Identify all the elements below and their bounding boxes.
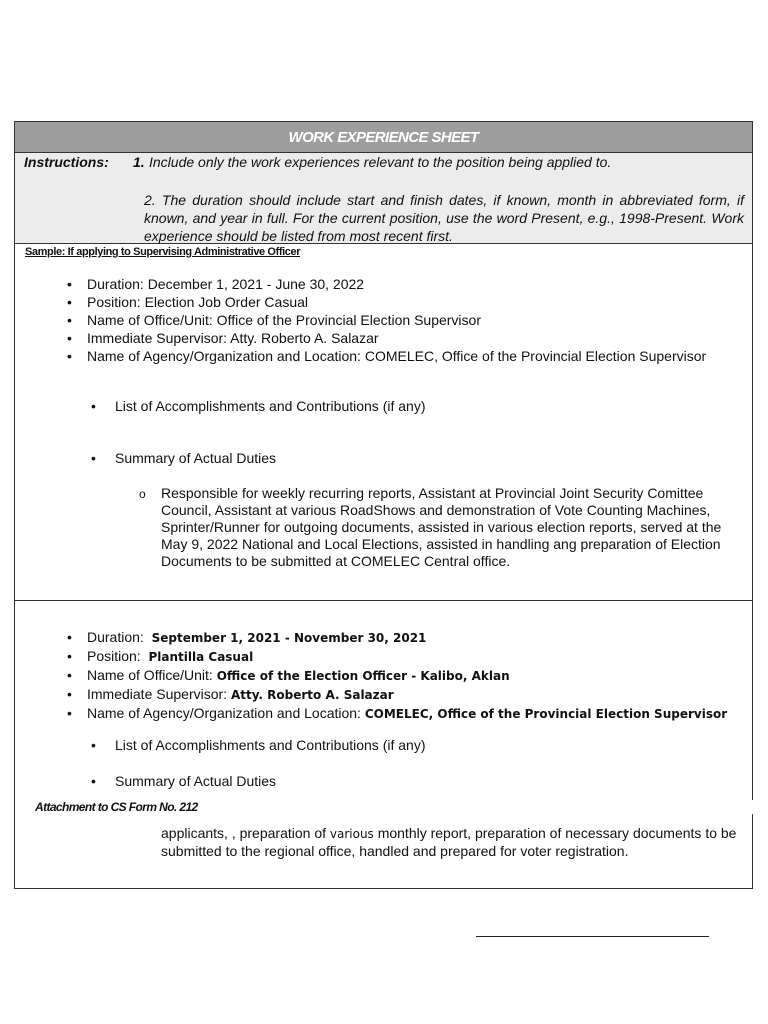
entry-1-agency: • Name of Agency/Organization and Location: COMELEC, Office of the Provincial Election Supervisor [67, 347, 747, 365]
instruction-2-text: 2. The duration should include start and finish dates, if known, month in abbreviated form, if known, and year in full. For the current position, use the word Present, e.g., 1998-Present. Work experience should be listed from most recent first. [144, 192, 744, 244]
sample-label: Sample: If applying to Supervising Administrative Officer [25, 246, 301, 258]
entry-2-office-value: Office of the Election Officer - Kalibo, Aklan [216, 669, 510, 683]
entry-2-accomplishments-label: List of Accomplishments and Contributions (if any) [115, 737, 426, 753]
bullet-icon: • [91, 773, 96, 789]
sheet-title: WORK EXPERIENCE SHEET [15, 122, 752, 153]
entry-2-supervisor-value: Atty. Roberto A. Salazar [230, 688, 394, 702]
instruction-1-number: 1. [133, 154, 145, 170]
entry-2-position: • Position: Plantilla Casual [67, 647, 747, 666]
signature-line [476, 936, 709, 937]
entry-divider [15, 600, 752, 601]
entry-2-duties-text-b: various [329, 827, 374, 841]
entry-1-duties-text: Responsible for weekly recurring reports, Assistant at Provincial Joint Security Comittee Council, Assistant at various RoadShows and demonstration of Vote Counting Machines, Sprinter/Runner for outgoing documents, assisted in various election reports, served at the May 9, 2022 National and Local Elections, assisted in handling ang preparation of Election Documents to be submitted at COMELEC Central office. [161, 485, 722, 569]
bullet-icon: • [91, 450, 96, 466]
circle-bullet-icon: o [139, 487, 146, 501]
entry-2-agency: • Name of Agency/Organization and Location: COMELEC, Office of the Provincial Election Supervisor [67, 704, 747, 723]
entry-2-duration-value: September 1, 2021 - November 30, 2021 [151, 631, 427, 645]
entry-1-duties-detail [139, 485, 741, 570]
entry-1-supervisor: • Immediate Supervisor: Atty. Roberto A. Salazar [67, 329, 747, 347]
entry-2-position-value: Plantilla Casual [148, 650, 254, 664]
entry-2-details [67, 628, 747, 723]
entry-1-office: • Name of Office/Unit: Office of the Provincial Election Supervisor [67, 311, 747, 329]
entry-2-agency-value: COMELEC, Office of the Provincial Election Supervisor [364, 707, 728, 721]
entry-2-duties [91, 773, 277, 789]
entry-1-details [67, 275, 747, 365]
instructions-block [15, 153, 752, 244]
instruction-1-text: Include only the work experiences relevant to the position being applied to. [149, 154, 612, 170]
entry-1-accomplishments-label: List of Accomplishments and Contributions (if any) [115, 398, 426, 414]
entry-2-supervisor: • Immediate Supervisor: Atty. Roberto A. Salazar [67, 685, 747, 704]
entry-1-duties-label: Summary of Actual Duties [115, 450, 277, 466]
entry-1-position: • Position: Election Job Order Casual [67, 293, 747, 311]
entry-1-duties [91, 450, 277, 466]
entry-2-duties-label: Summary of Actual Duties [115, 773, 277, 789]
entry-2-duties-detail [161, 825, 741, 860]
entry-2-duties-text-c: monthly report, preparation of necessary documents to be submitted to the regional office, handled and prepared for voter registration. [161, 825, 737, 859]
entry-1-duration: • Duration: December 1, 2021 - June 30, 2022 [67, 275, 747, 293]
bullet-icon: • [91, 737, 96, 753]
attachment-note: Attachment to CS Form No. 212 [35, 800, 755, 814]
bullet-icon: • [91, 398, 96, 414]
entry-1-accomplishments [91, 398, 426, 414]
entry-2-accomplishments [91, 737, 426, 753]
entry-2-duration: • Duration: September 1, 2021 - November 30, 2021 [67, 628, 747, 647]
entry-2-duties-text-a: applicants, , preparation of [161, 825, 330, 841]
instructions-label: Instructions: [24, 154, 109, 170]
entry-2-office: • Name of Office/Unit: Office of the Election Officer - Kalibo, Aklan [67, 666, 747, 685]
work-experience-sheet [14, 121, 753, 889]
